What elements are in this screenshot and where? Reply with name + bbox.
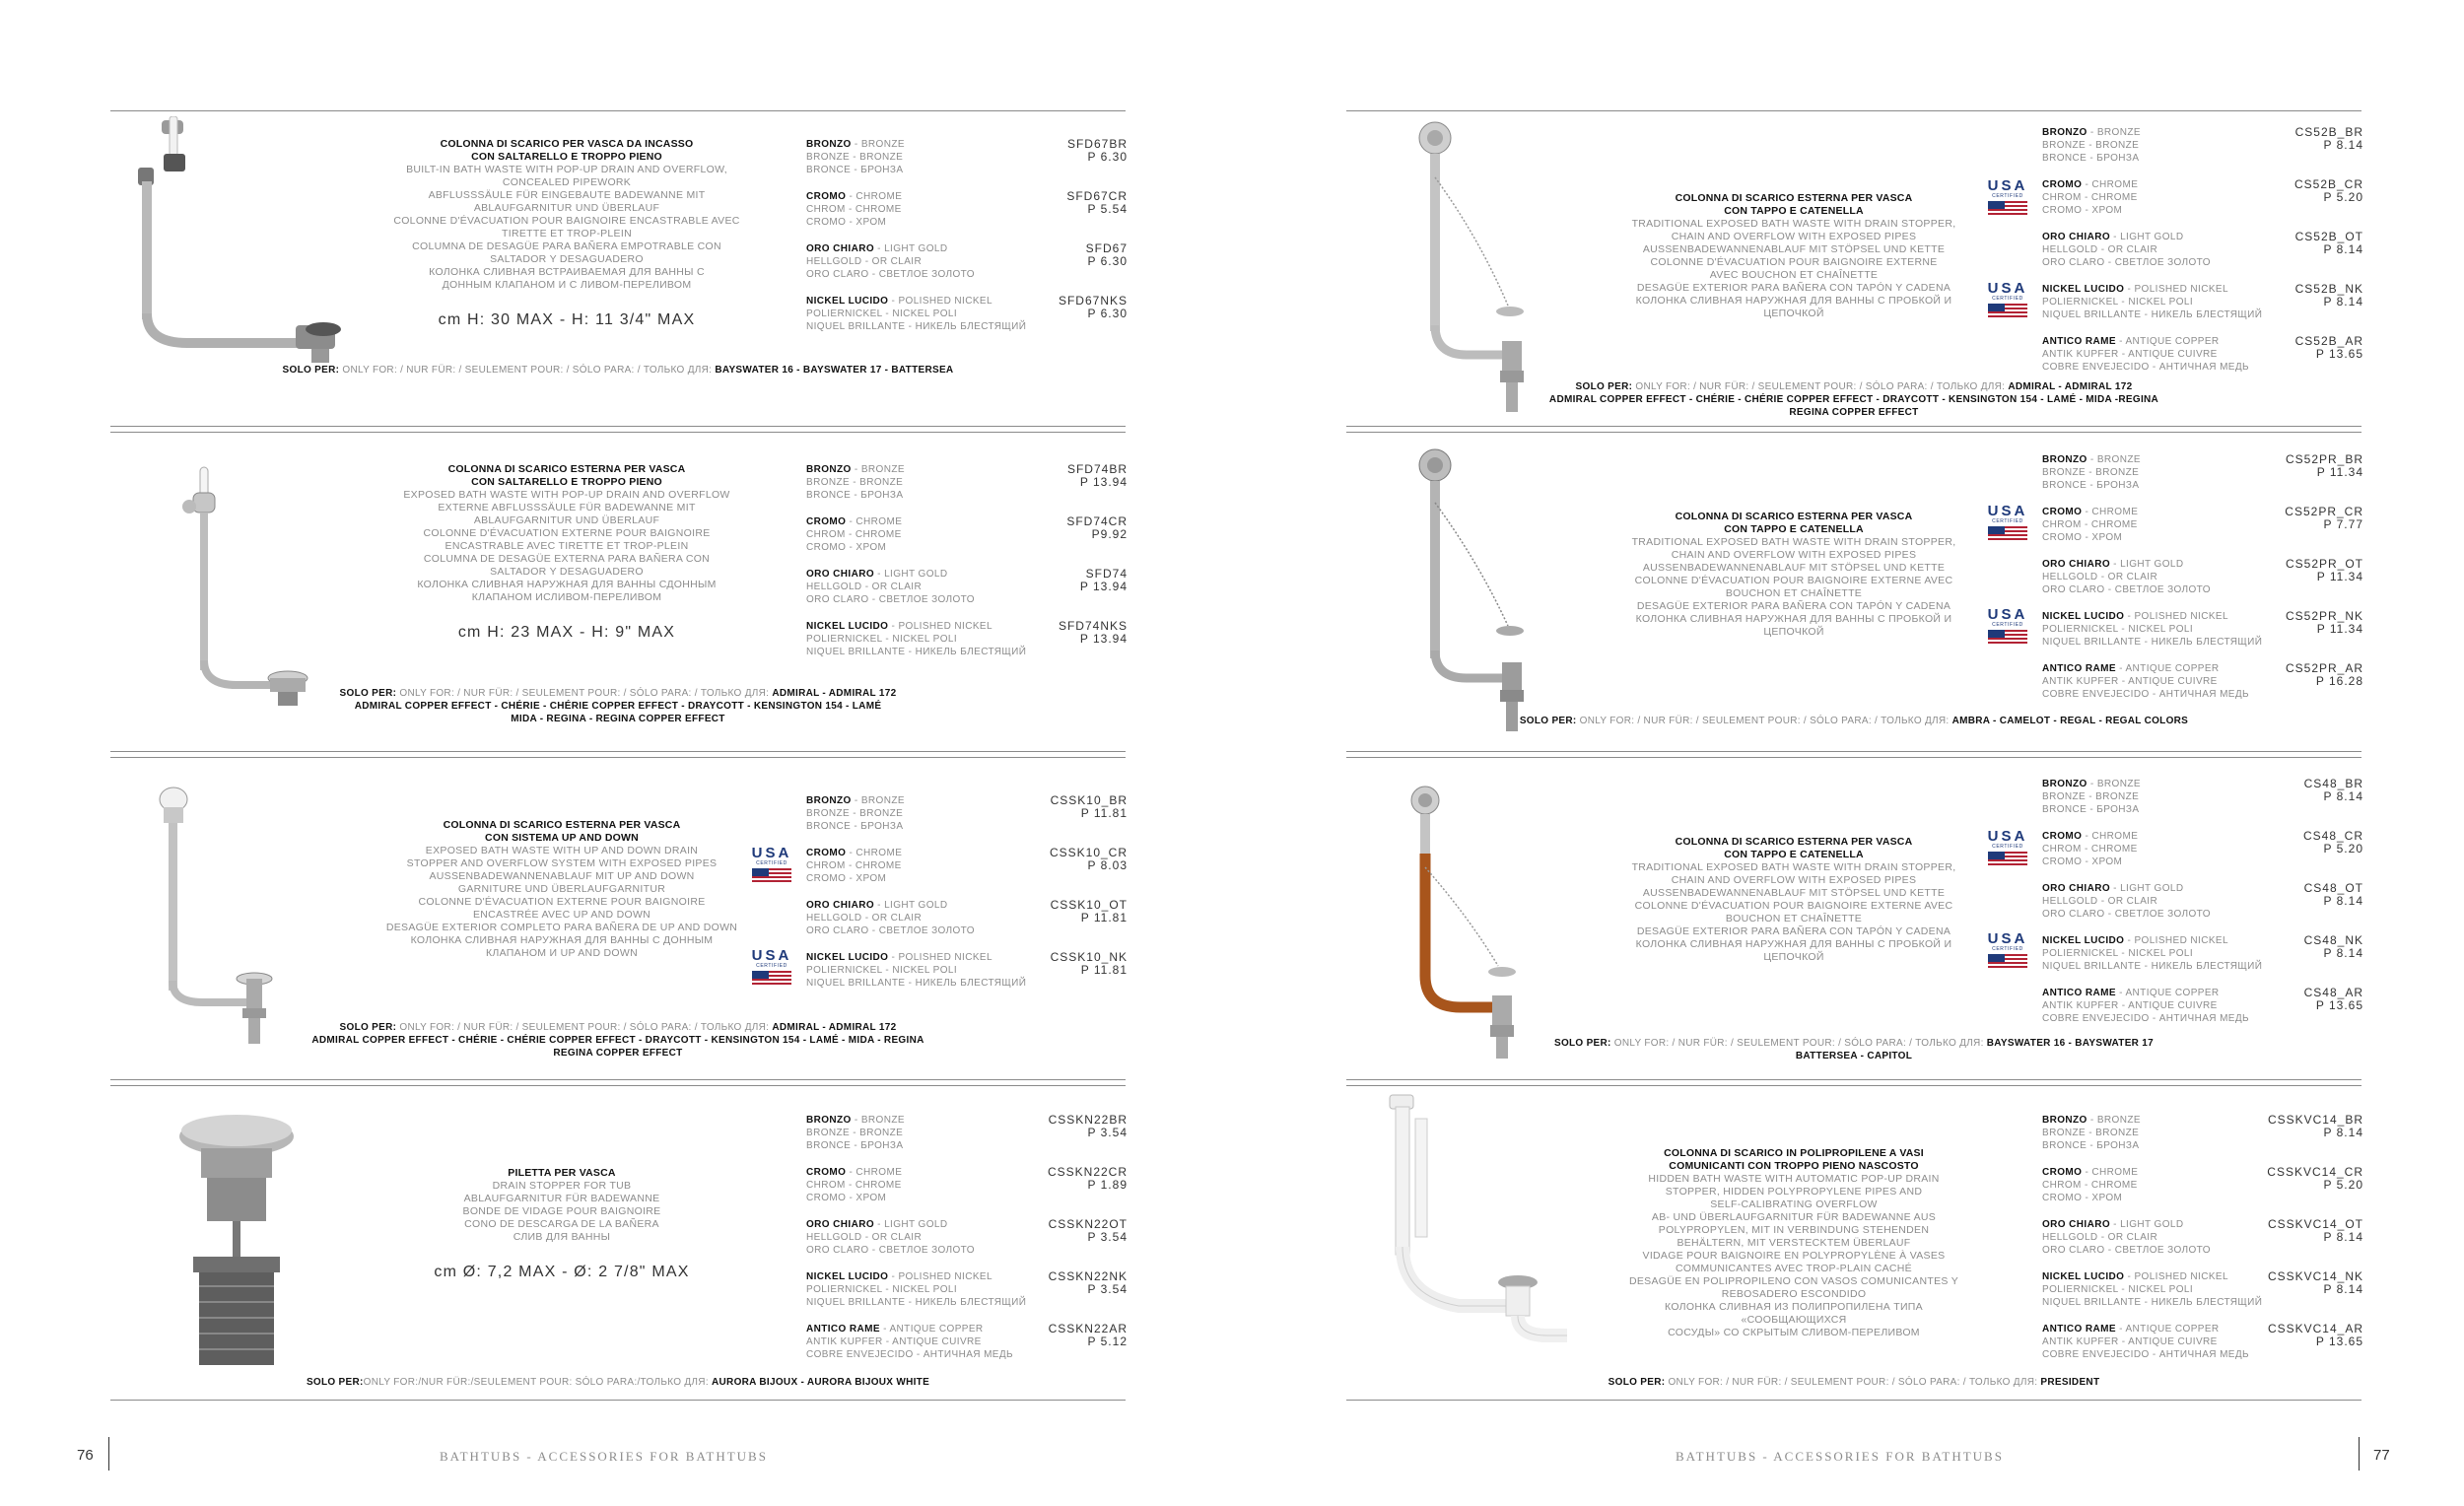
divider <box>1346 751 2361 752</box>
product-title-line: COMUNICANTI CON TROPPO PIENO NASCOSTO <box>1669 1160 1919 1172</box>
usa-certified-badge: USA CERTIFIED <box>1987 607 2028 644</box>
desc-line: BUILT-IN BATH WASTE WITH POP-UP DRAIN AND OVERFLOW, <box>406 164 727 175</box>
finish-row: CROMO - CHROME CHROM - CHROME CROMO - ХРОМ SFD74CR P9.92 <box>806 514 1128 553</box>
desc-line: COLONNE D'ÉVACUATION POUR BAIGNOIRE EXTERNE AVEC <box>1634 575 1953 586</box>
product-title-line: CON SALTARELLO E TROPPO PIENO <box>471 151 662 163</box>
product-description <box>404 1167 719 1281</box>
product-title-line: COLONNA DI SCARICO IN POLIPROPILENE A VASI <box>1664 1147 1924 1159</box>
finish-row: CROMO - CHROME CHROM - CHROME CROMO - ХРОМ CS52PR_CR P 7.77 <box>2042 505 2363 543</box>
finish-row: NICKEL LUCIDO - POLISHED NICKEL POLIERNICKEL - NICKEL POLI NIQUEL BRILLANTE - НИКЕЛЬ БЛЕСТЯЩИЙ CS52PR_NK P 11.34 <box>2042 609 2363 648</box>
desc-line: COLONNE D'ÉVACUATION EXTERNE POUR BAIGNOIRE <box>418 896 706 908</box>
product-code: SFD74 <box>1085 567 1128 581</box>
product-image <box>1400 779 1547 1064</box>
desc-line: GARNITURE UND ÜBERLAUFGARNITUR <box>457 883 666 895</box>
finish-row: NICKEL LUCIDO - POLISHED NICKEL POLIERNICKEL - NICKEL POLI NIQUEL BRILLANTE - НИКЕЛЬ БЛЕСТЯЩИЙ CS48_NK P 8.14 <box>2042 933 2363 972</box>
finish-row: BRONZO - BRONZE BRONZE - BRONZE BRONCE - БРОНЗА SFD74BR P 13.94 <box>806 462 1128 501</box>
desc-line: AUSSENBADEWANNENABLAUF MIT STÖPSEL UND KETTE <box>1642 887 1946 899</box>
product-image <box>158 1109 315 1375</box>
price: P 8.14 <box>2323 894 2363 908</box>
finish-row: ANTICO RAME - ANTIQUE COPPER ANTIK KUPFER - ANTIQUE CUIVRE COBRE ENVEJECIDO - АНТИЧНАЯ МЕДЬ CS48_AR P 13.65 <box>2042 986 2363 1024</box>
desc-line: COLONNE D'ÉVACUATION POUR BAIGNOIRE ENCASTRABLE AVEC <box>393 215 740 227</box>
us-flag-icon <box>1988 954 2027 968</box>
price: P 11.81 <box>1080 963 1128 977</box>
desc-line: COLONNE D'ÉVACUATION EXTERNE POUR BAIGNOIRE <box>423 527 711 539</box>
price: P 8.14 <box>2323 138 2363 152</box>
divider <box>110 426 1126 427</box>
finish-row: ORO CHIARO - LIGHT GOLD HELLGOLD - OR CLAIR ORO CLARO - СВЕТЛОЕ ЗОЛОТО CS52PR_OT P 11.34 <box>2042 557 2363 595</box>
desc-line: ЦЕПОЧКОЙ <box>1763 626 1824 638</box>
desc-line: ABLAUFGARNITUR UND ÜBERLAUF <box>473 514 660 526</box>
finish-row: NICKEL LUCIDO - POLISHED NICKEL POLIERNICKEL - NICKEL POLI NIQUEL BRILLANTE - НИКЕЛЬ БЛЕСТЯЩИЙ CSSKN22NK P 3.54 <box>806 1269 1128 1308</box>
desc-line: CHAIN AND OVERFLOW WITH EXPOSED PIPES <box>1671 874 1917 886</box>
desc-line: ABLAUFGARNITUR UND ÜBERLAUF <box>473 202 660 214</box>
desc-line: COLUMNA DE DESAGÜE PARA BAÑERA EMPOTRABLE CON <box>412 240 721 252</box>
finish-row: BRONZO - BRONZE BRONZE - BRONZE BRONCE - БРОНЗА CS48_BR P 8.14 <box>2042 777 2363 815</box>
product-code: CSSK10_OT <box>1050 898 1128 912</box>
desc-line: BEHÄLTERN, MIT VERSTECKTEM ÜBERLAUF <box>1677 1237 1911 1249</box>
price: P 5.12 <box>1087 1335 1128 1348</box>
product-title-line: COLONNA DI SCARICO ESTERNA PER VASCA <box>447 463 686 475</box>
product-description <box>379 463 754 642</box>
usa-certified-badge: USA CERTIFIED <box>1987 829 2028 865</box>
us-flag-icon <box>1988 201 2027 215</box>
price: P 13.65 <box>2315 1335 2363 1348</box>
divider <box>1346 432 2361 433</box>
price: P 3.54 <box>1087 1230 1128 1244</box>
price: P 5.54 <box>1087 202 1128 216</box>
product-title-line: COLONNA DI SCARICO ESTERNA PER VASCA <box>1675 511 1913 522</box>
product-description <box>1616 511 1971 639</box>
divider <box>1346 757 2361 758</box>
desc-line: DESAGÜE EXTERIOR PARA BAÑERA CON TAPÓN Y CADENA <box>1636 600 1951 612</box>
finish-row: CROMO - CHROME CHROM - CHROME CROMO - ХРОМ CSSK10_CR P 8.03 <box>806 846 1128 884</box>
divider <box>1346 110 2361 111</box>
desc-line: AUSSENBADEWANNENABLAUF MIT STÖPSEL UND KETTE <box>1642 562 1946 574</box>
product-code: CSSKVC14_OT <box>2267 1217 2363 1231</box>
divider <box>110 751 1126 752</box>
desc-line: BOUCHON ET CHAÎNETTE <box>1725 913 1863 924</box>
compatibility-note: SOLO PER: ONLY FOR: / NUR FÜR: / SEULEMENT POUR: / SÓLO PARA: / ТОЛЬКО ДЛЯ: AMBRA - CAMELOT - REGAL - REGAL COLORS <box>1519 716 2189 726</box>
price: P 11.34 <box>2316 570 2363 583</box>
product-title-line: COLONNA DI SCARICO PER VASCA DA INCASSO <box>440 138 694 150</box>
desc-line: СОСУДЫ» СО СКРЫТЫМ СЛИВОМ-ПЕРЕЛИВОМ <box>1668 1327 1920 1338</box>
divider <box>1346 1079 2361 1080</box>
divider <box>1346 1085 2361 1086</box>
us-flag-icon <box>752 971 791 985</box>
price: P 16.28 <box>2315 674 2363 688</box>
usa-certified-badge: USA CERTIFIED <box>1987 931 2028 968</box>
usa-certified-badge: USA CERTIFIED <box>751 948 792 985</box>
product-code: SFD74BR <box>1066 462 1128 476</box>
finish-row: ORO CHIARO - LIGHT GOLD HELLGOLD - OR CLAIR ORO CLARO - СВЕТЛОЕ ЗОЛОТО SFD67 P 6.30 <box>806 241 1128 280</box>
finish-row: BRONZO - BRONZE BRONZE - BRONZE BRONCE - БРОНЗА CS52B_BR P 8.14 <box>2042 125 2363 164</box>
divider <box>2359 1437 2360 1471</box>
finish-row: ORO CHIARO - LIGHT GOLD HELLGOLD - OR CLAIR ORO CLARO - СВЕТЛОЕ ЗОЛОТО CSSK10_OT P 11.81 <box>806 898 1128 936</box>
divider <box>110 110 1126 111</box>
price: P 8.03 <box>1087 858 1128 872</box>
compatibility-note: SOLO PER: ONLY FOR: / NUR FÜR: / SEULEMENT POUR: / SÓLO PARA: / ТОЛЬКО ДЛЯ: ADMIRAL - ADMIRAL 172 ADMIRAL COPPER EFFECT - CHÉRIE - CHÉRIE COPPER EFFECT - DRAYCOTT - KENSINGTON 154 - LAMÉ - MIDA -REGINA REGINA COPPER EFFECT <box>1548 381 2159 418</box>
compatibility-note: SOLO PER: ONLY FOR: / NUR FÜR: / SEULEMENT POUR: / SÓLO PARA: / ТОЛЬКО ДЛЯ: PRESIDENT <box>1608 1377 2100 1388</box>
desc-line: КОЛОНКА СЛИВНАЯ ВСТРАИВАЕМАЯ ДЛЯ ВАННЫ С <box>429 266 705 278</box>
desc-line: TIRETTE ET TROP-PLEIN <box>502 228 632 240</box>
divider <box>1346 426 2361 427</box>
desc-line: COLUMNA DE DESAGÜE EXTERNA PARA BAÑERA CON <box>423 553 711 565</box>
desc-line: ABFLUSSSÄULE FÜR EINGEBAUTE BADEWANNE MIT <box>428 189 706 201</box>
us-flag-icon <box>752 868 791 882</box>
product-image <box>168 463 325 710</box>
dimensions: cm Ø: 7,2 MAX - Ø: 2 7/8" MAX <box>434 1264 690 1280</box>
finish-row: CROMO - CHROME CHROM - CHROME CROMO - ХРОМ CSSKN22CR P 1.89 <box>806 1165 1128 1203</box>
desc-line: STOPPER AND OVERFLOW SYSTEM WITH EXPOSED PIPES <box>406 857 718 869</box>
price: P 5.20 <box>2323 842 2363 856</box>
desc-line: CONO DE DESCARGA DE LA BAÑERA <box>464 1218 659 1230</box>
usa-certified-badge: USA CERTIFIED <box>1987 504 2028 540</box>
product-code: CSSKN22OT <box>1048 1217 1128 1231</box>
price: P9.92 <box>1091 527 1128 541</box>
finish-row: ORO CHIARO - LIGHT GOLD HELLGOLD - OR CLAIR ORO CLARO - СВЕТЛОЕ ЗОЛОТО CS52B_OT P 8.14 <box>2042 230 2363 268</box>
product-code: CSSKN22AR <box>1048 1322 1128 1335</box>
finish-row: ORO CHIARO - LIGHT GOLD HELLGOLD - OR CLAIR ORO CLARO - СВЕТЛОЕ ЗОЛОТО SFD74 P 13.94 <box>806 567 1128 605</box>
divider <box>108 1437 109 1471</box>
us-flag-icon <box>1988 630 2027 644</box>
price: P 8.14 <box>2323 1230 2363 1244</box>
dimensions: cm H: 23 MAX - H: 9" MAX <box>457 624 676 641</box>
product-title-line: CON TAPPO E CATENELLA <box>1724 849 1864 860</box>
desc-line: AB- UND ÜBERLAUFGARNITUR FÜR BADEWANNE AUS <box>1651 1211 1937 1223</box>
price: P 7.77 <box>2323 517 2363 531</box>
compatibility-note: SOLO PER:ONLY FOR:/NUR FÜR:/SEULEMENT POUR: SÓLO PARA:/ТОЛЬКО ДЛЯ: AURORA BIJOUX - AURORA BIJOUX WHITE <box>306 1377 930 1388</box>
finish-list <box>806 138 1128 347</box>
finish-list <box>806 794 1128 1003</box>
product-code: CS52B_BR <box>2294 125 2363 139</box>
product-image <box>118 116 365 373</box>
divider <box>110 757 1126 758</box>
price: P 6.30 <box>1087 254 1128 268</box>
usa-certified-badge: USA CERTIFIED <box>751 846 792 882</box>
desc-line: КОЛОНКА СЛИВНАЯ НАРУЖНАЯ ДЛЯ ВАННЫ С ПРОБКОЙ И ЦЕПОЧКОЙ <box>1635 295 1952 319</box>
product-description <box>1616 836 1971 964</box>
compatibility-note: SOLO PER: ONLY FOR: / NUR FÜR: / SEULEMENT POUR: / SÓLO PARA: / ТОЛЬКО ДЛЯ: ADMIRAL - ADMIRAL 172 ADMIRAL COPPER EFFECT - CHÉRIE - CHÉRIE COPPER EFFECT - DRAYCOTT - KENSINGTON 154 - LAMÉ - MIDA - REGINA REGINA COPPER EFFECT <box>311 1022 924 1059</box>
desc-line: SALTADOR Y DESAGUADERO <box>490 566 644 578</box>
us-flag-icon <box>1988 852 2027 865</box>
finish-list <box>2042 778 2363 1039</box>
finish-row: CROMO - CHROME CHROM - CHROME CROMO - ХРОМ SFD67CR P 5.54 <box>806 189 1128 228</box>
divider <box>110 1079 1126 1080</box>
desc-line: BOUCHON ET CHAÎNETTE <box>1725 587 1863 599</box>
desc-line: КОЛОНКА СЛИВНАЯ НАРУЖНАЯ ДЛЯ ВАННЫ С ПРОБКОЙ И <box>1635 613 1952 625</box>
divider <box>110 432 1126 433</box>
price: P 13.94 <box>1079 632 1128 646</box>
product-code: SFD67 <box>1085 241 1128 255</box>
desc-line: ENCASTRABLE AVEC TIRETTE ET TROP-PLEIN <box>445 540 689 552</box>
desc-line: POLYPROPYLEN, MIT IN VERBINDUNG STEHENDEN <box>1658 1224 1930 1236</box>
price: P 11.81 <box>1080 806 1128 820</box>
desc-line: SALTADOR Y DESAGUADERO <box>490 253 644 265</box>
page-number: 76 <box>77 1447 94 1464</box>
price: P 5.20 <box>2323 1178 2363 1192</box>
finish-row: BRONZO - BRONZE BRONZE - BRONZE BRONCE - БРОНЗА CSSKVC14_BR P 8.14 <box>2042 1113 2363 1151</box>
desc-line: CHAIN AND OVERFLOW WITH EXPOSED PIPES <box>1671 231 1917 242</box>
section-footer: BATHTUBS - ACCESSORIES FOR BATHTUBS <box>1676 1449 2004 1464</box>
finish-list <box>2042 453 2363 715</box>
finish-list <box>806 1114 1128 1375</box>
product-code: SFD67CR <box>1066 189 1128 203</box>
product-code: CS52PR_OT <box>2285 557 2363 571</box>
finish-row: ORO CHIARO - LIGHT GOLD HELLGOLD - OR CLAIR ORO CLARO - СВЕТЛОЕ ЗОЛОТО CS48_OT P 8.14 <box>2042 881 2363 920</box>
desc-line: TRADITIONAL EXPOSED BATH WASTE WITH DRAIN STOPPER, <box>1631 861 1956 873</box>
desc-line: КОЛОНКА СЛИВНАЯ ИЗ ПОЛИПРОПИЛЕНА ТИПА «СООБЩАЮЩИХСЯ <box>1665 1301 1923 1326</box>
price: P 8.14 <box>2323 789 2363 803</box>
product-title-line: CON TAPPO E CATENELLA <box>1724 523 1864 535</box>
divider <box>1346 1400 2361 1401</box>
product-title-line: CON SISTEMA UP AND DOWN <box>485 832 639 844</box>
product-code: SFD74CR <box>1066 514 1128 528</box>
price: P 13.94 <box>1079 475 1128 489</box>
price: P 11.34 <box>2316 622 2363 636</box>
finish-row: NICKEL LUCIDO - POLISHED NICKEL POLIERNICKEL - NICKEL POLI NIQUEL BRILLANTE - НИКЕЛЬ БЛЕСТЯЩИЙ CS52B_NK P 8.14 <box>2042 282 2363 320</box>
product-description <box>379 138 754 329</box>
desc-line: DESAGÜE EXTERIOR PARA BAÑERA CON TAPÓN Y CADENA <box>1636 282 1951 294</box>
product-image <box>148 784 306 1060</box>
price: P 8.14 <box>2323 946 2363 960</box>
price: P 13.65 <box>2315 347 2363 361</box>
price: P 1.89 <box>1087 1178 1128 1192</box>
product-code: SFD67NKS <box>1058 294 1128 308</box>
desc-line: STOPPER, HIDDEN POLYPROPYLENE PIPES AND <box>1665 1186 1923 1198</box>
price: P 13.65 <box>2315 998 2363 1012</box>
product-code: CSSK10_BR <box>1050 793 1128 807</box>
product-image <box>1400 118 1547 424</box>
finish-row: NICKEL LUCIDO - POLISHED NICKEL POLIERNICKEL - NICKEL POLI NIQUEL BRILLANTE - НИКЕЛЬ БЛЕСТЯЩИЙ SFD67NKS P 6.30 <box>806 294 1128 332</box>
page-number: 77 <box>2373 1447 2390 1464</box>
desc-line: ABLAUFGARNITUR FÜR BADEWANNE <box>463 1193 660 1204</box>
finish-row: NICKEL LUCIDO - POLISHED NICKEL POLIERNICKEL - NICKEL POLI NIQUEL BRILLANTE - НИКЕЛЬ БЛЕСТЯЩИЙ CSSK10_NK P 11.81 <box>806 950 1128 989</box>
product-code: CSSK10_NK <box>1050 950 1128 964</box>
product-code: CSSKN22NK <box>1048 1269 1128 1283</box>
finish-row: ANTICO RAME - ANTIQUE COPPER ANTIK KUPFER - ANTIQUE CUIVRE COBRE ENVEJECIDO - АНТИЧНАЯ МЕДЬ CS52PR_AR P 16.28 <box>2042 661 2363 700</box>
desc-line: AUSSENBADEWANNENABLAUF MIT STÖPSEL UND KETTE <box>1642 243 1946 255</box>
product-code: CS52B_AR <box>2294 334 2363 348</box>
finish-row: BRONZO - BRONZE BRONZE - BRONZE BRONCE - БРОНЗА CSSK10_BR P 11.81 <box>806 793 1128 832</box>
desc-line: ЦЕПОЧКОЙ <box>1763 951 1824 963</box>
product-title-line: COLONNA DI SCARICO ESTERNA PER VASCA <box>1675 836 1913 848</box>
finish-row: ORO CHIARO - LIGHT GOLD HELLGOLD - OR CLAIR ORO CLARO - СВЕТЛОЕ ЗОЛОТО CSSKN22OT P 3.54 <box>806 1217 1128 1256</box>
desc-line: AVEC BOUCHON ET CHAÎNETTE <box>1709 269 1879 281</box>
desc-line: DESAGÜE EXTERIOR PARA BAÑERA CON TAPÓN Y CADENA <box>1636 925 1951 937</box>
desc-line: BONDE DE VIDAGE POUR BAIGNOIRE <box>462 1205 661 1217</box>
product-code: CS48_AR <box>2303 986 2363 999</box>
desc-line: EXTERNE ABFLUSSSÄULE FÜR BADEWANNE MIT <box>438 502 696 513</box>
price: P 8.14 <box>2323 242 2363 256</box>
price: P 5.20 <box>2323 190 2363 204</box>
finish-row: NICKEL LUCIDO - POLISHED NICKEL POLIERNICKEL - NICKEL POLI NIQUEL BRILLANTE - НИКЕЛЬ БЛЕСТЯЩИЙ CSSKVC14_NK P 8.14 <box>2042 1269 2363 1308</box>
compatibility-note: SOLO PER: ONLY FOR: / NUR FÜR: / SEULEMENT POUR: / SÓLO PARA: / ТОЛЬКО ДЛЯ: BAYSWATER 16 - BAYSWATER 17 - BATTERSEA <box>282 365 954 376</box>
product-description <box>1616 192 1971 320</box>
product-code: CSSKVC14_CR <box>2267 1165 2363 1179</box>
finish-row: ORO CHIARO - LIGHT GOLD HELLGOLD - OR CLAIR ORO CLARO - СВЕТЛОЕ ЗОЛОТО CSSKVC14_OT P 8.14 <box>2042 1217 2363 1256</box>
price: P 8.14 <box>2323 1126 2363 1139</box>
finish-list <box>2042 1114 2363 1375</box>
product-code: CSSKVC14_AR <box>2267 1322 2363 1335</box>
desc-line: СЛИВ ДЛЯ ВАННЫ <box>513 1231 611 1243</box>
product-code: CSSKN22CR <box>1047 1165 1128 1179</box>
finish-row: BRONZO - BRONZE BRONZE - BRONZE BRONCE - БРОНЗА CSSKN22BR P 3.54 <box>806 1113 1128 1151</box>
us-flag-icon <box>1988 304 2027 317</box>
finish-row: ANTICO RAME - ANTIQUE COPPER ANTIK KUPFER - ANTIQUE CUIVRE COBRE ENVEJECIDO - АНТИЧНАЯ МЕДЬ CSSKN22AR P 5.12 <box>806 1322 1128 1360</box>
price: P 13.94 <box>1079 580 1128 593</box>
price: P 3.54 <box>1087 1126 1128 1139</box>
price: P 11.81 <box>1080 911 1128 924</box>
product-code: CSSKVC14_BR <box>2267 1113 2363 1127</box>
finish-row: CROMO - CHROME CHROM - CHROME CROMO - ХРОМ CSSKVC14_CR P 5.20 <box>2042 1165 2363 1203</box>
desc-line: КЛАПАНОМ И UP AND DOWN <box>486 947 638 959</box>
price: P 8.14 <box>2323 295 2363 308</box>
desc-line: КОЛОНКА СЛИВНАЯ НАРУЖНАЯ ДЛЯ ВАННЫ СДОННЫМ <box>417 579 717 590</box>
desc-line: ENCASTRÉE AVEC UP AND DOWN <box>472 909 651 921</box>
finish-row: BRONZO - BRONZE BRONZE - BRONZE BRONCE - БРОНЗА CS52PR_BR P 11.34 <box>2042 452 2363 491</box>
desc-line: COLONNE D'ÉVACUATION POUR BAIGNOIRE EXTERNE <box>1650 256 1938 268</box>
product-code: CS52B_NK <box>2294 282 2363 296</box>
desc-line: COMMUNICANTES AVEC TROP-PLAIN CACHÉ <box>1676 1263 1912 1274</box>
desc-line: DRAIN STOPPER FOR TUB <box>492 1180 632 1192</box>
price: P 8.14 <box>2323 1282 2363 1296</box>
product-title-line: COLONNA DI SCARICO ESTERNA PER VASCA <box>1675 192 1913 204</box>
product-code: CSSK10_CR <box>1049 846 1128 859</box>
finish-row: ANTICO RAME - ANTIQUE COPPER ANTIK KUPFER - ANTIQUE CUIVRE COBRE ENVEJECIDO - АНТИЧНАЯ МЕДЬ CSSKVC14_AR P 13.65 <box>2042 1322 2363 1360</box>
product-code: CS48_NK <box>2303 933 2363 947</box>
finish-list <box>806 463 1128 672</box>
usa-certified-badge: USA CERTIFIED <box>1987 281 2028 317</box>
product-description <box>1616 1147 1971 1339</box>
product-code: CS52PR_CR <box>2285 505 2363 518</box>
product-code: CS52B_OT <box>2294 230 2363 243</box>
finish-list <box>2042 126 2363 387</box>
product-code: CS52PR_AR <box>2285 661 2363 675</box>
desc-line: HIDDEN BATH WASTE WITH AUTOMATIC POP-UP DRAIN <box>1648 1173 1940 1185</box>
product-code: SFD67BR <box>1066 137 1128 151</box>
desc-line: КОЛОНКА СЛИВНАЯ НАРУЖНАЯ ДЛЯ ВАННЫ С ДОННЫМ <box>410 934 714 946</box>
finish-row: ANTICO RAME - ANTIQUE COPPER ANTIK KUPFER - ANTIQUE CUIVRE COBRE ENVEJECIDO - АНТИЧНАЯ МЕДЬ CS52B_AR P 13.65 <box>2042 334 2363 373</box>
price: P 11.34 <box>2316 465 2363 479</box>
desc-line: КЛАПАНОМ ИСЛИВОМ-ПЕРЕЛИВОМ <box>471 591 662 603</box>
desc-line: COLONNE D'ÉVACUATION POUR BAIGNOIRE EXTERNE AVEC <box>1634 900 1953 912</box>
desc-line: DESAGÜE EXTERIOR COMPLETO PARA BAÑERA DE UP AND DOWN <box>385 922 738 933</box>
product-code: CSSKN22BR <box>1048 1113 1128 1127</box>
product-code: CS48_BR <box>2303 777 2363 790</box>
usa-certified-badge: USA CERTIFIED <box>1987 178 2028 215</box>
desc-line: CHAIN AND OVERFLOW WITH EXPOSED PIPES <box>1671 549 1917 561</box>
compatibility-note: SOLO PER: ONLY FOR: / NUR FÜR: / SEULEMENT POUR: / SÓLO PARA: / ТОЛЬКО ДЛЯ: BAYSWATER 16 - BAYSWATER 17 BATTERSEA - CAPITOL <box>1553 1038 2155 1061</box>
desc-line: TRADITIONAL EXPOSED BATH WASTE WITH DRAIN STOPPER, <box>1631 218 1956 230</box>
product-code: CS52PR_BR <box>2285 452 2363 466</box>
product-image <box>1370 1089 1587 1365</box>
desc-line: ДОННЫМ КЛАПАНОМ И С ЛИВОМ-ПЕРЕЛИВОМ <box>442 279 692 291</box>
product-code: CSSKVC14_NK <box>2267 1269 2363 1283</box>
desc-line: КОЛОНКА СЛИВНАЯ НАРУЖНАЯ ДЛЯ ВАННЫ С ПРОБКОЙ И <box>1635 938 1952 950</box>
dimensions: cm H: 30 MAX - H: 11 3/4" MAX <box>438 311 696 328</box>
price: P 3.54 <box>1087 1282 1128 1296</box>
us-flag-icon <box>1988 526 2027 540</box>
desc-line: CONCEALED PIPEWORK <box>502 176 632 188</box>
product-title-line: PILETTA PER VASCA <box>508 1167 616 1179</box>
desc-line: TRADITIONAL EXPOSED BATH WASTE WITH DRAIN STOPPER, <box>1631 536 1956 548</box>
desc-line: DESAGÜE EN POLIPROPILENO CON VASOS COMUNICANTES Y <box>1628 1275 1959 1287</box>
product-image <box>1400 444 1547 739</box>
product-title-line: COLONNA DI SCARICO ESTERNA PER VASCA <box>443 819 681 831</box>
finish-row: CROMO - CHROME CHROM - CHROME CROMO - ХРОМ CS48_CR P 5.20 <box>2042 829 2363 867</box>
divider <box>110 1085 1126 1086</box>
product-code: CS52B_CR <box>2293 177 2363 191</box>
price: P 6.30 <box>1087 307 1128 320</box>
product-code: CS48_OT <box>2303 881 2363 895</box>
finish-row: NICKEL LUCIDO - POLISHED NICKEL POLIERNICKEL - NICKEL POLI NIQUEL BRILLANTE - НИКЕЛЬ БЛЕСТЯЩИЙ SFD74NKS P 13.94 <box>806 619 1128 657</box>
desc-line: SELF-CALIBRATING OVERFLOW <box>1710 1198 1878 1210</box>
desc-line: REBOSADERO ESCONDIDO <box>1721 1288 1867 1300</box>
product-code: CS52PR_NK <box>2285 609 2363 623</box>
product-code: SFD74NKS <box>1058 619 1128 633</box>
product-code: CS48_CR <box>2302 829 2363 843</box>
finish-row: CROMO - CHROME CHROM - CHROME CROMO - ХРОМ CS52B_CR P 5.20 <box>2042 177 2363 216</box>
divider <box>110 1400 1126 1401</box>
product-description <box>379 819 744 960</box>
finish-row: BRONZO - BRONZE BRONZE - BRONZE BRONCE - БРОНЗА SFD67BR P 6.30 <box>806 137 1128 175</box>
compatibility-note: SOLO PER: ONLY FOR: / NUR FÜR: / SEULEMENT POUR: / SÓLO PARA: / ТОЛЬКО ДЛЯ: ADMIRAL - ADMIRAL 172 ADMIRAL COPPER EFFECT - CHÉRIE - CHÉRIE COPPER EFFECT - DRAYCOTT - KENSINGTON 154 - LAMÉ MIDA - REGINA - REGINA COPPER EFFECT <box>339 688 897 724</box>
desc-line: VIDAGE POUR BAIGNOIRE EN POLYPROPYLÈNE À VASES <box>1642 1250 1946 1262</box>
desc-line: AUSSENBADEWANNENABLAUF MIT UP AND DOWN <box>429 870 695 882</box>
product-title-line: CON SALTARELLO E TROPPO PIENO <box>471 476 662 488</box>
price: P 6.30 <box>1087 150 1128 164</box>
section-footer: BATHTUBS - ACCESSORIES FOR BATHTUBS <box>440 1449 768 1464</box>
product-title-line: CON TAPPO E CATENELLA <box>1724 205 1864 217</box>
desc-line: EXPOSED BATH WASTE WITH POP-UP DRAIN AND OVERFLOW <box>403 489 730 501</box>
desc-line: EXPOSED BATH WASTE WITH UP AND DOWN DRAIN <box>425 845 699 856</box>
